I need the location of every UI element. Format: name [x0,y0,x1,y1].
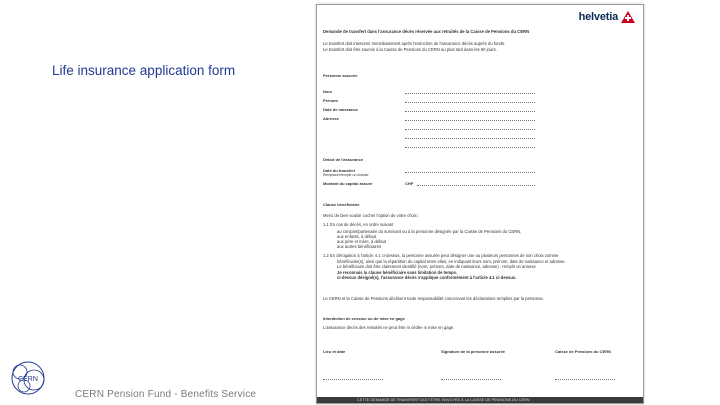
pledge-text: L'assurance décès des retraités ne peut être ni cédée ni mise en gage. [323,325,455,330]
section-person: Personne assurée [323,73,358,78]
option-2-line: Le bénéficiaire doit être clairement identifié (nom, prénom, date de naissance, adresse) : remplir un annexe [337,264,536,269]
field-firstname-line[interactable] [405,102,535,103]
field-birthdate-line[interactable] [405,111,535,112]
signature-place-label: Lieu et date [323,349,346,354]
field-address-line-4[interactable] [405,147,535,148]
field-label-name: Nom [323,89,332,94]
option-1-line: au conjoint/partenaire du survivant ou à la personne désignée par la Caisse de Pensions du CERN, [337,229,522,234]
intro-line-1: Le transfert doit intervenir immédiatement après l'extinction de l'assurance décès auprès du fonds. [323,41,506,46]
slide-footer: CERN Pension Fund - Benefits Service [75,389,257,400]
field-label-transfer-date: Date du transfert [323,168,356,173]
helvetia-logo [579,11,635,23]
section-pledge: Interdiction de cession ou de mise en gage [323,316,405,321]
signature-place-line[interactable] [323,379,383,380]
option-1-line: aux enfants, à défaut [337,234,377,239]
option-2-title[interactable]: 1.2 En dérogation à l'article 4.1 ci-dessus, la personne assurée peut désigner une ou plusieurs personnes de son choix comme [323,253,559,258]
option-2-line: ci-dessus désigné(s), l'assurance décès s'applique conformément à l'article 4.1 ci-dessus. [337,275,517,280]
signature-insured-label: Signature de la personne assurée [441,349,506,354]
section-insurance: Début de l'assurance [323,157,364,162]
form-heading: Demande de transfert dans l'assurance décès réservée aux retraités de la Caisse de Pensions du CERN [323,29,530,34]
signature-insured-line[interactable] [441,379,501,380]
slide-title: Life insurance application form [52,63,236,78]
bottom-strip-text: CETTE DEMANDE DE TRANSFERT DOIT ÊTRE ENVOYÉE À LA CAISSE DE PENSIONS DU CERN [357,398,530,402]
option-1-line: aux père et mère, à défaut [337,239,387,244]
bottom-strip [317,397,643,403]
intro-line-2: Le transfert doit être soumis à la Caisse de Pensions du CERN au plus tard dans les 60 jours. [323,47,497,52]
field-address-line-1[interactable] [405,120,535,121]
field-name-line[interactable] [405,93,535,94]
option-2-line: Je reconnais la clause bénéficiaire sans limitation de temps. [337,270,458,275]
field-address-line-3[interactable] [405,138,535,139]
option-1-line: aux autres bénéficiaires [337,244,382,249]
field-transfer-date-sub: Remplacer/remplir un dossier [323,173,369,177]
field-transfer-date-line[interactable] [405,172,535,173]
field-currency: CHF [405,181,414,186]
field-label-birthdate: Date de naissance [323,107,358,112]
form-document [316,4,644,404]
brand-name: helvetia [578,11,618,23]
cern-logo-text: CERN [18,376,38,383]
field-label-firstname: Prénom [323,98,338,103]
option-1-title[interactable]: 1.1 En cas de décès, en ordre suivant [323,222,394,227]
declaration-text: Le CERN et la Caisse de Pensions déclinent toute responsabilité concernant les déclarations remplies par la personne. [323,296,544,301]
signature-fund-line[interactable] [555,379,615,380]
beneficiary-prompt: Merci de bien vouloir cocher l'option de votre choix : [323,213,420,218]
field-address-line-2[interactable] [405,129,535,130]
field-capital-line[interactable] [417,185,535,186]
option-2-line: bénéficiaire(s), ainsi que la répartition du capital entre elles, en indiquant leurs nom, prénom, date de naissance et adresse. [337,259,566,264]
cern-logo-icon [8,358,48,398]
field-label-address: Adresse [323,116,339,121]
signature-fund-label: Caisse de Pensions du CERN [555,349,612,354]
helvetia-triangle-icon [621,11,635,23]
field-label-capital: Montant du capital assuré [323,181,373,186]
section-beneficiary: Clause bénéficiaire [323,202,360,207]
